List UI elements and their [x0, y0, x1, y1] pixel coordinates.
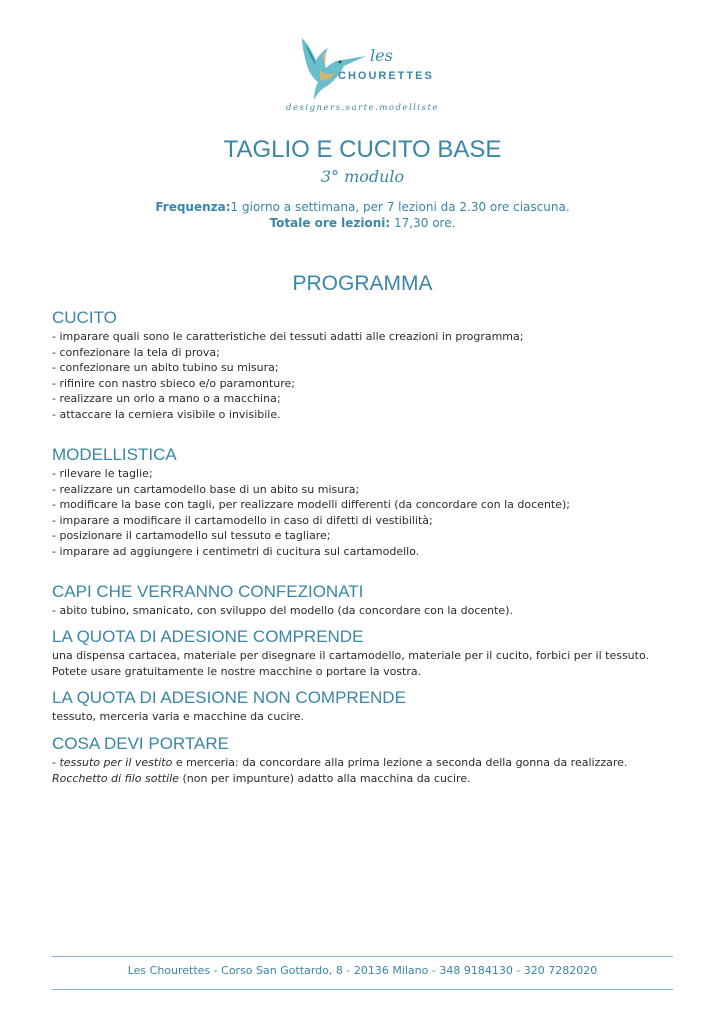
total-hours-label: Totale ore lezioni: — [269, 216, 391, 230]
brand-tagline: designers.sarte.modelliste — [286, 103, 439, 113]
section-text: tessuto, merceria varia e macchine da cucire. — [52, 710, 304, 723]
portare-italic-2: Rocchetto di filo sottile — [52, 771, 179, 785]
section-text: una dispensa cartacea, materiale per disegnare il cartamodello, materiale per il cucito, forbici per il tessuto. Potete usare gratuitamente le nostre macchine o portare la vostra. — [52, 649, 649, 678]
frequency-label: Frequenza: — [155, 200, 231, 214]
brand-name: CHOURETTES — [338, 70, 434, 82]
list-item: - imparare a modificare il cartamodello in caso di difetti di vestibilità; — [52, 513, 433, 527]
section-heading: MODELLISTICA — [52, 445, 177, 464]
section-quota-non — [52, 688, 677, 725]
list-item: - confezionare un abito tubino su misura; — [52, 361, 279, 374]
portare-rest-2: (non per impunture) adatto alla macchina da cucire. — [178, 771, 471, 785]
list-item: - rilevare le taglie; — [52, 467, 153, 480]
list-item: - rifinire con nastro sbieco e/o paramonture; — [52, 376, 296, 390]
list-item: - imparare quali sono le caratteristiche dei tessuti adatti alle creazioni in programma; — [52, 330, 524, 343]
portare-line-2 — [52, 771, 677, 787]
list-item: - posizionare il cartamodello sul tessuto e tagliare; — [52, 529, 331, 542]
brand-les: les — [370, 46, 393, 65]
list-item: - modificare la base con tagli, per realizzare modelli differenti (da concordare con la docente); — [52, 498, 570, 511]
page-subtitle: 3° modulo — [320, 167, 405, 186]
section-heading: CAPI CHE VERRANNO CONFEZIONATI — [52, 582, 364, 601]
portare-rest-1: e merceria: da concordare alla prima lezione a seconda della gonna da realizzare. — [172, 756, 628, 769]
section-cucito — [52, 308, 677, 422]
portare-prefix: - — [52, 756, 60, 769]
section-modellistica — [52, 445, 677, 559]
section-heading: COSA DEVI PORTARE — [52, 734, 229, 753]
program-title: PROGRAMMA — [292, 272, 433, 295]
frequency-line — [0, 200, 725, 214]
list-item: - realizzare un orlo a mano o a macchina; — [52, 392, 281, 405]
total-hours-value: 17,30 ore. — [390, 216, 456, 230]
hummingbird-icon — [294, 30, 374, 100]
page-title: TAGLIO E CUCITO BASE — [223, 136, 502, 163]
footer-divider-bottom — [52, 989, 673, 990]
list-item: - imparare ad aggiungere i centimetri di cucitura sul cartamodello. — [52, 544, 420, 558]
section-capi — [52, 582, 677, 619]
total-hours-line — [0, 216, 725, 230]
frequency-value: 1 giorno a settimana, per 7 lezioni da 2.30 ore ciascuna. — [230, 200, 570, 214]
section-quota — [52, 627, 677, 679]
section-heading: LA QUOTA DI ADESIONE NON COMPRENDE — [52, 688, 406, 707]
portare-line-1 — [52, 755, 677, 771]
footer-divider-top — [52, 956, 673, 957]
section-text: - abito tubino, smanicato, con sviluppo del modello (da concordare con la docente). — [52, 604, 513, 617]
list-item: - confezionare la tela di prova; — [52, 345, 220, 359]
section-heading: LA QUOTA DI ADESIONE COMPRENDE — [52, 627, 364, 646]
list-item: - realizzare un cartamodello base di un abito su misura; — [52, 482, 360, 496]
section-portare — [52, 734, 677, 786]
portare-italic-1: tessuto per il vestito — [59, 756, 173, 769]
footer-address: Les Chourettes - Corso San Gottardo, 8 - 20136 Milano - 348 9184130 - 320 7282020 — [127, 964, 598, 977]
section-heading: CUCITO — [52, 308, 117, 327]
list-item: - attaccare la cerniera visibile o invisibile. — [52, 407, 281, 421]
